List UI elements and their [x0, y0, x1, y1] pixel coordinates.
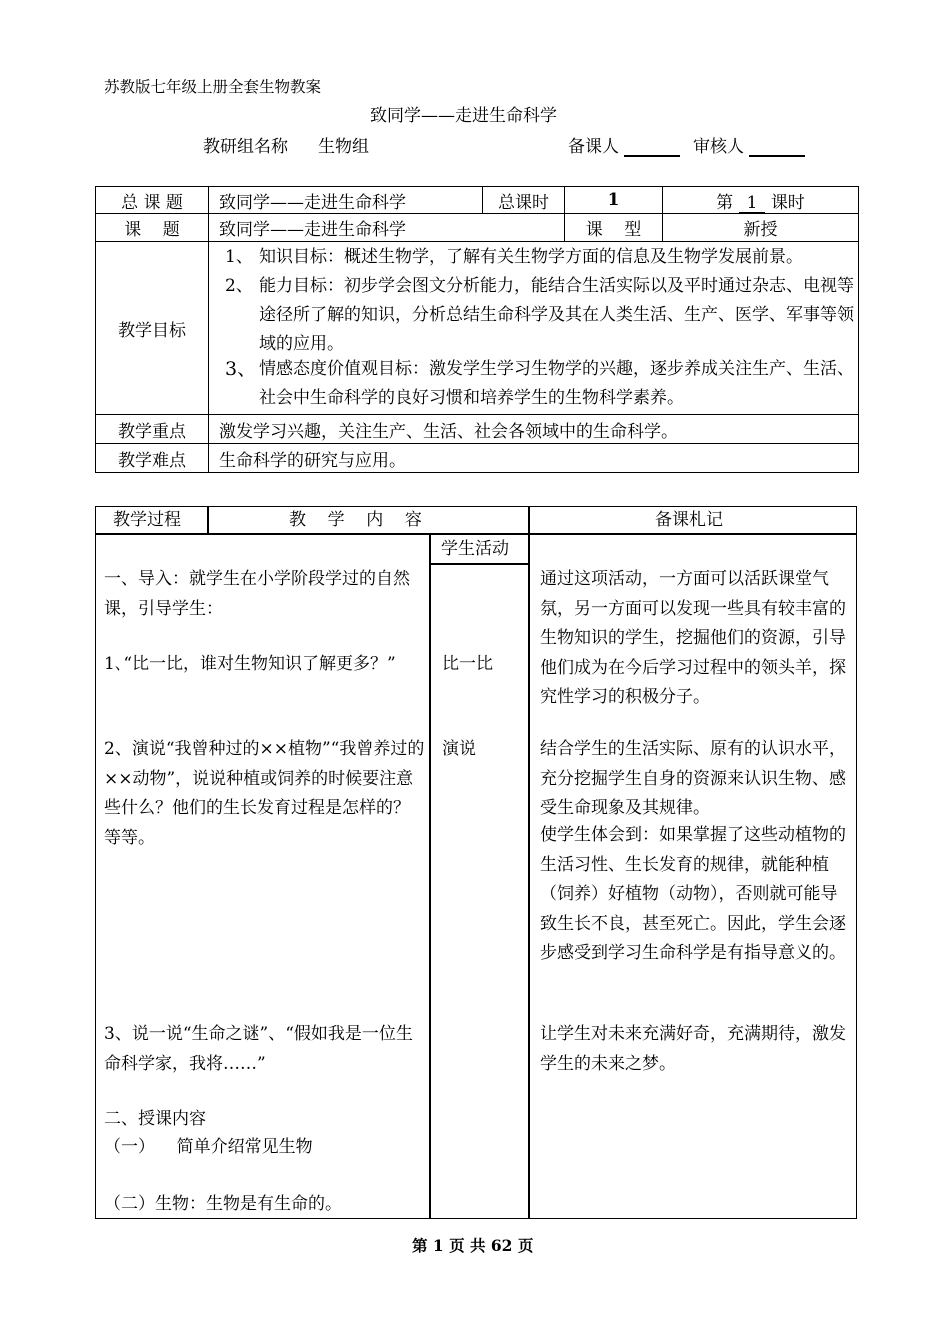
activity-item: 演说 — [442, 739, 476, 759]
activity-item: 比一比 — [442, 654, 493, 674]
lesson-prefix: 第 — [716, 192, 734, 213]
goal-item — [225, 272, 855, 359]
col3-header: 备课札记 — [655, 510, 723, 530]
lesson-suffix: 课时 — [770, 192, 805, 213]
goal-text: 能力目标：初步学会图文分析能力，能结合生活实际以及平时通过杂志、电视等途径所了解的知识，分析总结生命科学及其在人类生活、生产、医学、军事等领域的应用。 — [259, 276, 854, 354]
process-header-rule — [95, 533, 857, 535]
group-value: 生物组 — [318, 137, 369, 157]
note-item: 使学生体会到：如果掌握了这些动植物的生活习性、生长发育的规律，就能种植（饲养）好植物（动物），否则就可能导致生长不良，甚至死亡。因此，学生会逐步感受到学习生命科学是有指导意义的。 — [540, 825, 846, 963]
goal-number: 2、 — [225, 276, 253, 296]
goal-number: 3、 — [225, 358, 257, 380]
type-label: 课 型 — [565, 214, 663, 242]
goal-text: 情感态度价值观目标：激发学生学习生物学的兴趣，逐步养成关注生产、生活、社会中生命科学的良好习惯和培养学生的生物科学素养。 — [259, 359, 854, 408]
key-label: 教学重点 — [96, 415, 209, 444]
note-item: 通过这项活动，一方面可以活跃课堂气氛，另一方面可以发现一些具有较丰富的生物知识的学生，挖掘他们的资源，引导他们成为在今后学习过程中的领头羊，探究性学习的积极分子。 — [540, 569, 846, 707]
reviewer-label: 审核人 — [693, 137, 744, 157]
goal-text: 知识目标：概述生物学，了解有关生物学方面的信息及生物学发展前景。 — [259, 247, 803, 267]
total-hours-value: 1 — [565, 187, 663, 214]
difficulty-label: 教学难点 — [96, 444, 209, 473]
lesson-number-cell — [663, 187, 859, 214]
activity-header-rule — [429, 563, 529, 565]
group-label: 教研组名称 — [203, 137, 288, 157]
content-section-2: 二、授课内容 — [104, 1109, 206, 1129]
total-hours-label: 总课时 — [483, 187, 565, 214]
col1-header: 教学过程 — [113, 510, 181, 530]
content-intro: 一、导入：就学生在小学阶段学过的自然课，引导学生： — [104, 569, 410, 619]
note-item: 结合学生的生活实际、原有的认识水平，充分挖掘学生自身的资源来认识生物、感受生命现象及其规律。 — [540, 739, 846, 818]
goal-item — [225, 243, 855, 272]
goals-label: 教学目标 — [96, 242, 209, 415]
goals-cell — [209, 242, 859, 415]
reviewer-blank — [749, 155, 805, 157]
key-value: 激发学习兴趣，关注生产、生活、社会各领域中的生命科学。 — [209, 415, 859, 444]
lesson-number: 1 — [739, 195, 766, 213]
activity-header: 学生活动 — [441, 539, 509, 559]
process-col-divider-2 — [429, 534, 431, 1219]
info-table — [95, 186, 859, 473]
note-item: 让学生对未来充满好奇，充满期待，激发学生的未来之梦。 — [540, 1024, 846, 1074]
goal-number: 1、 — [225, 247, 253, 267]
content-subsection-1: （一） 简单介绍常见生物 — [104, 1137, 313, 1157]
content-subsection-2: （二）生物：生物是有生命的。 — [104, 1194, 342, 1214]
col2-header: 教 学 内 容 — [289, 510, 422, 530]
page-number: 第 1 页 共 62 页 — [412, 1236, 534, 1255]
content-item-2: 2、演说“我曾种过的××植物”“我曾养过的××动物”，说说种植或饲养的时候要注意些什么？他们的生长发育过程是怎样的？等等。 — [104, 739, 425, 848]
total-topic-label: 总 课 题 — [96, 187, 209, 214]
process-col-divider-1 — [207, 506, 209, 534]
preparer-blank — [624, 155, 680, 157]
process-col-divider-3 — [528, 506, 530, 1219]
type-value: 新授 — [663, 214, 859, 242]
preparer-label: 备课人 — [568, 137, 619, 157]
doc-label: 苏教版七年级上册全套生物教案 — [104, 78, 322, 96]
difficulty-value: 生命科学的研究与应用。 — [209, 444, 859, 473]
page-title: 致同学——走进生命科学 — [370, 106, 557, 126]
topic-value: 致同学——走进生命科学 — [209, 214, 565, 242]
total-topic-value: 致同学——走进生命科学 — [209, 187, 483, 214]
goal-item — [225, 355, 855, 413]
content-item-3: 3、说一说“生命之谜”、“假如我是一位生命科学家，我将……” — [104, 1024, 413, 1074]
topic-label: 课 题 — [96, 214, 209, 242]
content-item-1: 1､“比一比，谁对生物知识了解更多？” — [104, 654, 396, 674]
